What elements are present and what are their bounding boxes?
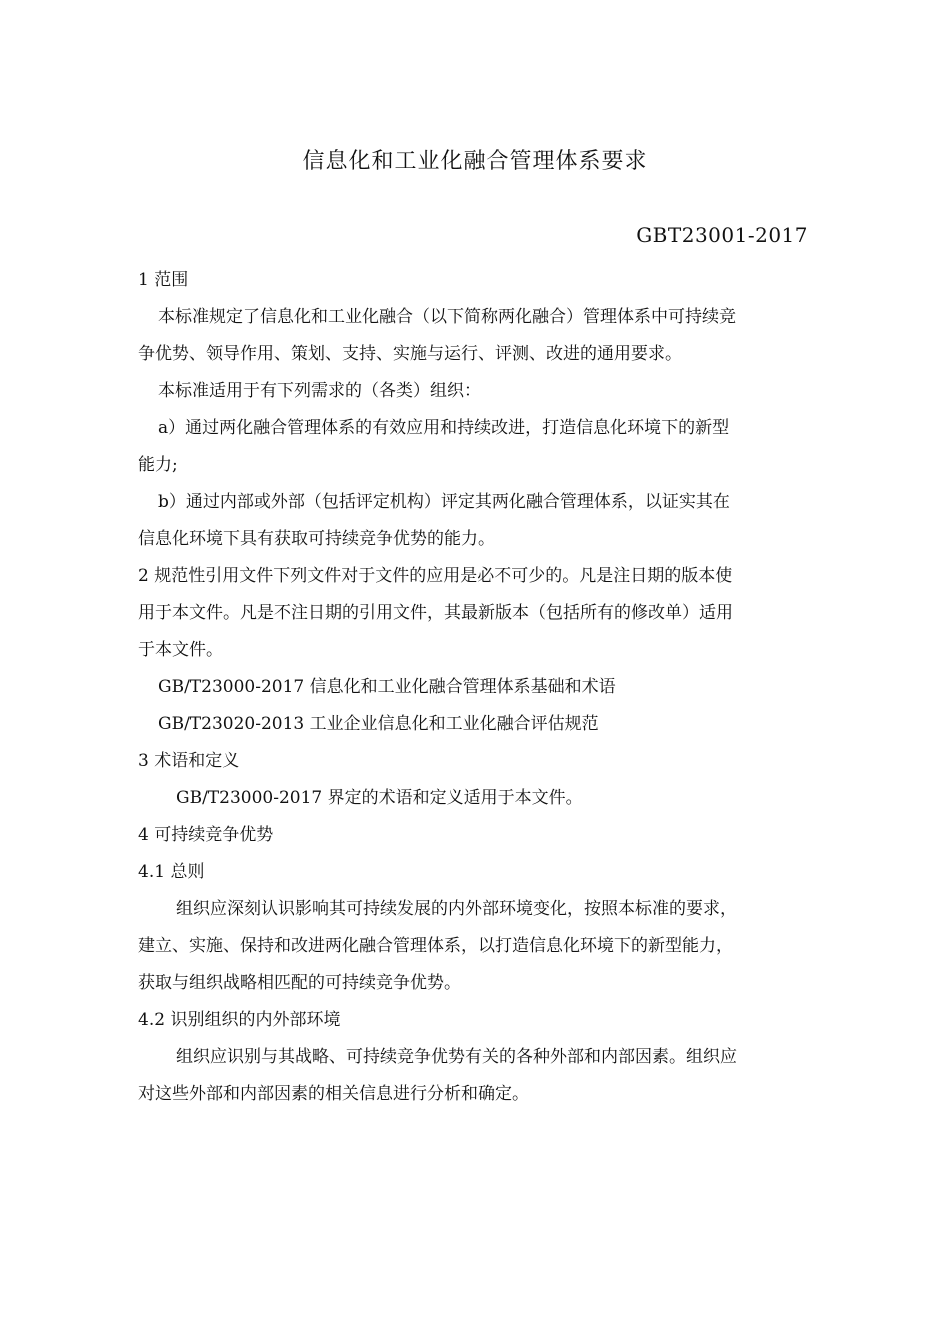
text-line: 4 可持续竞争优势 bbox=[138, 825, 274, 845]
text-line: b）通过内部或外部（包括评定机构）评定其两化融合管理体系，以证实其在 bbox=[158, 492, 730, 512]
text-line: 3 术语和定义 bbox=[138, 751, 240, 771]
text-line: a）通过两化融合管理体系的有效应用和持续改进，打造信息化环境下的新型 bbox=[158, 418, 730, 438]
text-line: 2 规范性引用文件下列文件对于文件的应用是必不可少的。凡是注日期的版本使 bbox=[138, 566, 733, 586]
text-line: 建立、实施、保持和改进两化融合管理体系，以打造信息化环境下的新型能力， bbox=[138, 936, 733, 956]
document-title: 信息化和工业化融合管理体系要求 bbox=[302, 149, 648, 174]
text-line: 争优势、领导作用、策划、支持、实施与运行、评测、改进的通用要求。 bbox=[138, 344, 682, 364]
text-line: GB/T23020-2013 工业企业信息化和工业化融合评估规范 bbox=[158, 714, 599, 734]
text-line: GB/T23000-2017 信息化和工业化融合管理体系基础和术语 bbox=[158, 677, 616, 697]
text-line: 用于本文件。凡是不注日期的引用文件，其最新版本（包括所有的修改单）适用 bbox=[138, 603, 733, 623]
text-line: 4.1 总则 bbox=[138, 862, 205, 882]
document-body bbox=[138, 262, 810, 1113]
text-line: 4.2 识别组织的内外部环境 bbox=[138, 1010, 341, 1030]
text-line: 于本文件。 bbox=[138, 640, 223, 660]
text-line: 对这些外部和内部因素的相关信息进行分析和确定。 bbox=[138, 1084, 529, 1104]
text-line: 本标准适用于有下列需求的（各类）组织： bbox=[158, 381, 481, 401]
document-number: GBT23001-2017 bbox=[636, 223, 808, 247]
text-line: 能力; bbox=[138, 455, 178, 475]
text-line: 组织应识别与其战略、可持续竞争优势有关的各种外部和内部因素。组织应 bbox=[176, 1047, 737, 1067]
text-line: GB/T23000-2017 界定的术语和定义适用于本文件。 bbox=[176, 788, 583, 808]
text-line: 本标准规定了信息化和工业化融合（以下简称两化融合）管理体系中可持续竞 bbox=[158, 307, 736, 327]
text-line: 组织应深刻认识影响其可持续发展的内外部环境变化，按照本标准的要求， bbox=[176, 899, 737, 919]
text-line: 信息化环境下具有获取可持续竞争优势的能力。 bbox=[138, 529, 495, 549]
text-line: 1 范围 bbox=[138, 270, 189, 290]
text-line: 获取与组织战略相匹配的可持续竞争优势。 bbox=[138, 973, 461, 993]
